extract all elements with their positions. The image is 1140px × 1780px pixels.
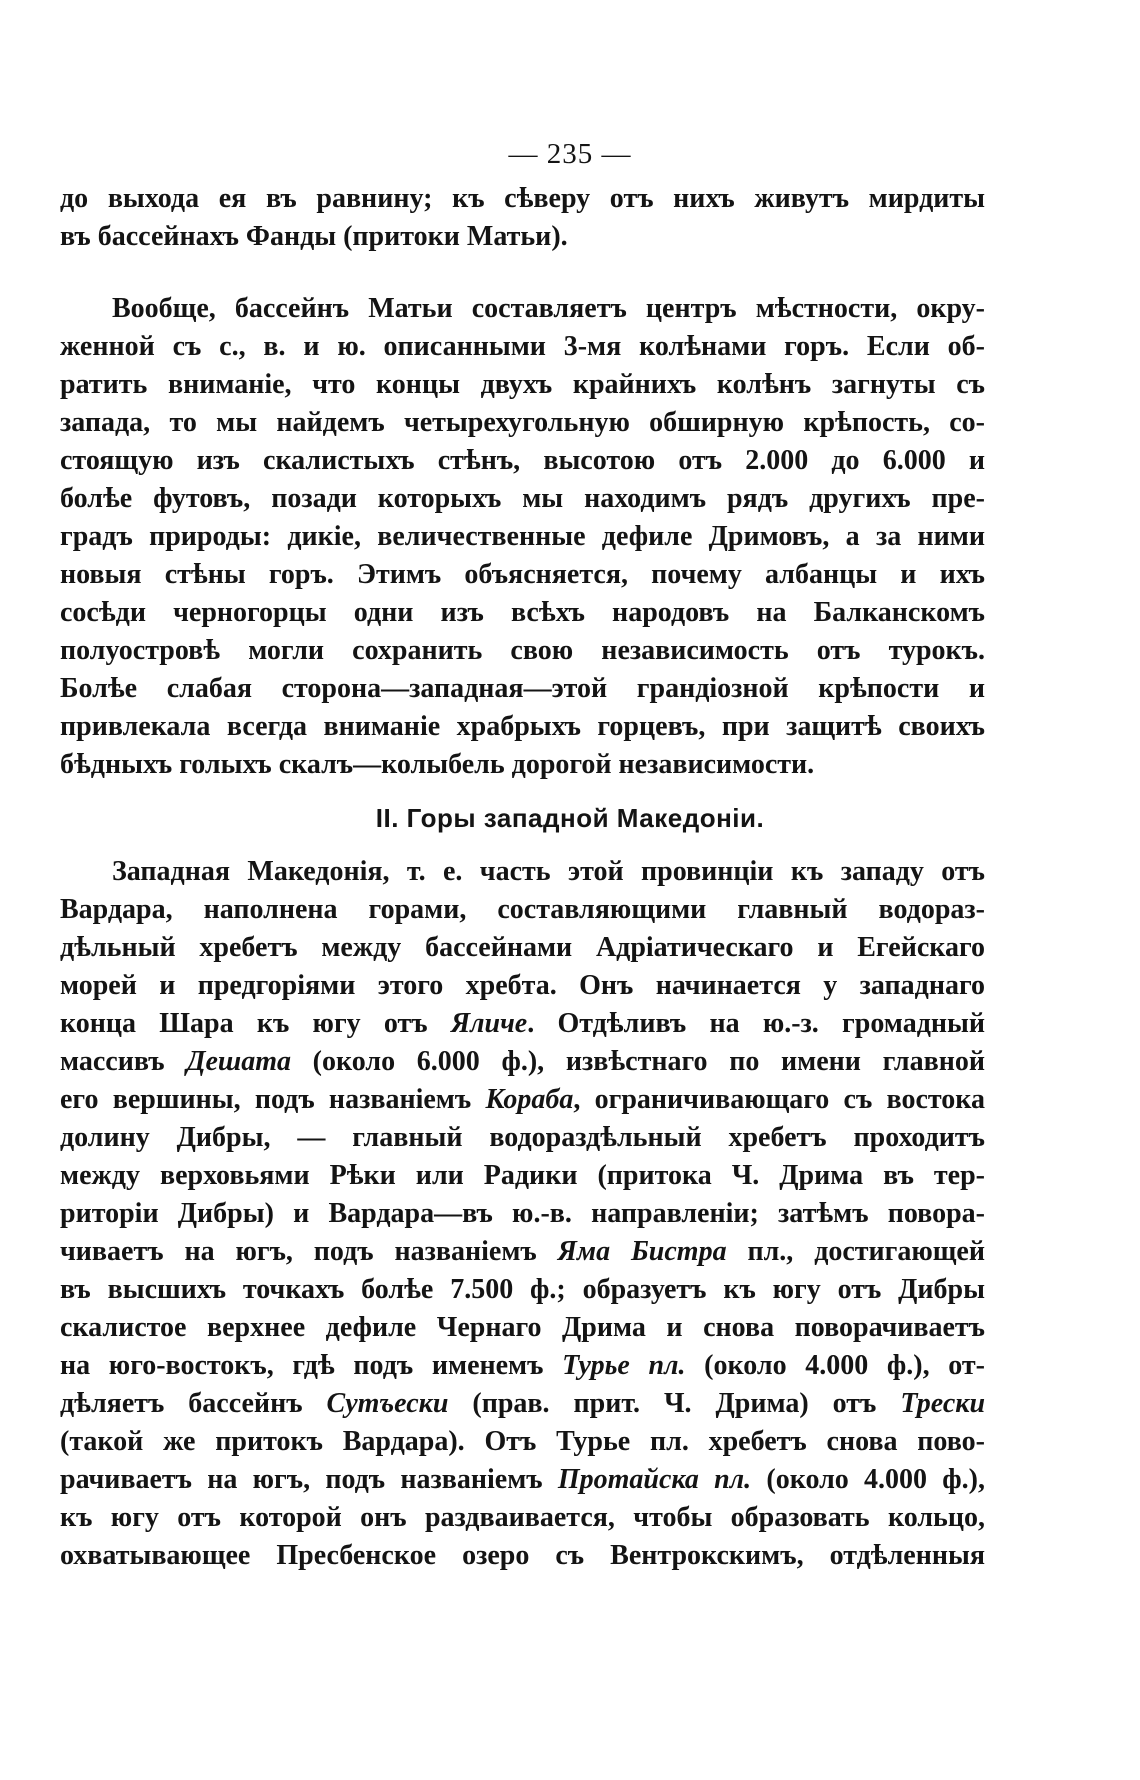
paragraph-line: дѣльный хребетъ между бассейнами Адріатическаго и Егейскаго: [60, 932, 985, 963]
paragraph-3: [60, 853, 985, 1575]
paragraph-line: къ югу отъ которой онъ раздваивается, чтобы образовать кольцо,: [60, 1502, 985, 1533]
paragraph-line: долину Дибры, — главный водораздѣльный хребетъ проходитъ: [60, 1122, 985, 1153]
paragraph-line: (такой же притокъ Вардара). Отъ Турье пл. хребетъ снова пово-: [60, 1426, 985, 1457]
paragraph-line: болѣе футовъ, позади которыхъ мы находимъ рядъ другихъ пре-: [60, 483, 985, 514]
paragraph-line: стоящую изъ скалистыхъ стѣнъ, высотою отъ 2.000 до 6.000 и: [60, 445, 985, 476]
paragraph-line: Западная Македонія, т. е. часть этой провинціи къ западу отъ: [112, 856, 985, 887]
paragraph-line: скалистое верхнее дефиле Чернаго Дрима и снова поворачиваетъ: [60, 1312, 985, 1343]
paragraph-line: Вообще, бассейнъ Матьи составляетъ центръ мѣстности, окру-: [112, 293, 985, 324]
section-heading: II. Горы западной Македоніи.: [375, 803, 765, 833]
paragraph-line: въ бассейнахъ Фанды (притоки Матьи).: [60, 221, 568, 252]
paragraph-line: риторіи Дибры) и Вардара—въ ю.-в. направленіи; затѣмъ повора-: [60, 1198, 985, 1229]
paragraph-line: дѣляетъ бассейнъ Сутъески (прав. прит. Ч. Дрима) отъ Трески: [60, 1388, 986, 1419]
paragraph-line: бѣдныхъ голыхъ скалъ—колыбель дорогой независимости.: [60, 749, 815, 780]
paragraph-line: его вершины, подъ названіемъ Кораба, ограничивающаго съ востока: [60, 1084, 986, 1115]
italic-place-name: Протайска пл.: [557, 1464, 752, 1495]
paragraph-line: Вардара, наполнена горами, составляющими главный водораз-: [60, 894, 985, 925]
paragraph-line: рачиваетъ на югъ, подъ названіемъ Протайска пл. (около 4.000 ф.),: [60, 1464, 985, 1495]
paragraph-line: сосѣди черногорцы одни изъ всѣхъ народовъ на Балканскомъ: [60, 597, 985, 628]
paragraph-1: [60, 180, 985, 256]
paragraph-line: до выхода ея въ равнину; къ сѣверу отъ нихъ живутъ мирдиты: [60, 183, 985, 214]
paragraph-line: морей и предгоріями этого хребта. Онъ начинается у западнаго: [60, 970, 985, 1001]
paragraph-line: запада, то мы найдемъ четырехугольную обширную крѣпость, со-: [60, 407, 985, 438]
paragraph-line: полуостровѣ могли сохранить свою независимость отъ турокъ.: [60, 635, 985, 666]
paragraph-line: привлекала всегда вниманіе храбрыхъ горцевъ, при защитѣ своихъ: [60, 711, 985, 742]
paragraph-line: конца Шара къ югу отъ Яличе. Отдѣливъ на ю.-з. громадный: [60, 1008, 985, 1039]
paragraph-2: [60, 290, 985, 784]
paragraph-line: чиваетъ на югъ, подъ названіемъ Яма Бистра пл., достигающей: [60, 1236, 985, 1267]
page-number: — 235 —: [508, 138, 632, 170]
paragraph-line: на юго-востокъ, гдѣ подъ именемъ Турье пл. (около 4.000 ф.), от-: [60, 1350, 985, 1381]
italic-place-name: Кораба: [485, 1084, 574, 1115]
italic-place-name: Трески: [900, 1388, 986, 1419]
paragraph-line: женной съ с., в. и ю. описанными 3-мя колѣнами горъ. Если об-: [60, 331, 985, 362]
paragraph-line: въ высшихъ точкахъ болѣе 7.500 ф.; образуетъ къ югу отъ Дибры: [60, 1274, 985, 1305]
paragraph-line: новыя стѣны горъ. Этимъ объясняется, почему албанцы и ихъ: [60, 559, 985, 590]
italic-place-name: Турье пл.: [562, 1350, 686, 1381]
paragraph-line: ратить вниманіе, что концы двухъ крайнихъ колѣнъ загнуты съ: [60, 369, 985, 400]
paragraph-line: между верховьями Рѣки или Радики (притока Ч. Дрима въ тер-: [60, 1160, 985, 1191]
paragraph-line: охватывающее Пресбенское озеро съ Вентрокскимъ, отдѣленныя: [60, 1540, 985, 1571]
italic-place-name: Дешата: [186, 1046, 291, 1077]
paragraph-line: Болѣе слабая сторона—западная—этой грандіозной крѣпости и: [60, 673, 985, 704]
italic-place-name: Яма Бистра: [557, 1236, 727, 1267]
italic-place-name: Яличе: [450, 1008, 528, 1039]
italic-place-name: Сутъески: [326, 1388, 449, 1419]
paragraph-line: массивъ Дешата (около 6.000 ф.), извѣстнаго по имени главной: [60, 1046, 985, 1077]
paragraph-line: градъ природы: дикіе, величественные дефиле Дримовъ, а за ними: [60, 521, 985, 552]
